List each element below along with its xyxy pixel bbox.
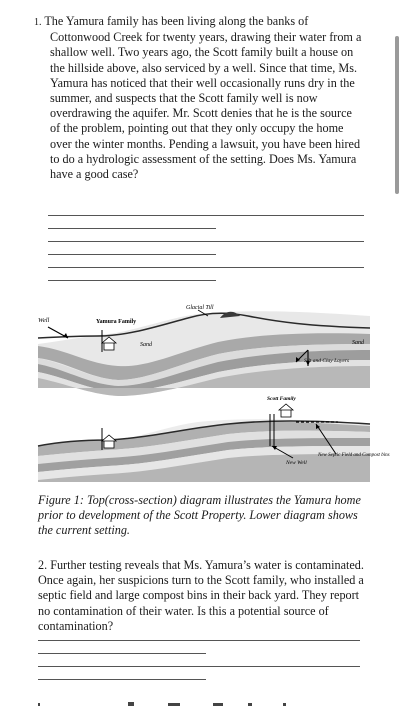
answer-line[interactable]: [38, 653, 206, 654]
figure-caption: Figure 1: Top(cross-section) diagram illustrates the Yamura home prior to development of the Scott Property. Lower diagram shows the current setting.: [38, 493, 361, 538]
question-1-text: The Yamura family has been living along the banks of Cottonwood Creek for twenty years, drawing their water from a shallow well. Two years ago, the Scott family built a house on the hillside above, also serviced by a well. Since that time, Ms. Yamura has noticed that their well occasionally runs dry in the summer, and suspects that the Scott family well is now overdrawing the aquifer. Mr. Scott denies that he is the source of the problem, pointing out that they only occupy the home over the winter months. Pending a lawsuit, you have been hired to do a hydrologic assessment of the setting. Does Ms. Yamura have a good case?: [44, 14, 362, 182]
new-well-label: New Well: [286, 460, 307, 466]
glacial-till-label: Glacial Till: [186, 305, 214, 311]
top-diagram: [38, 305, 370, 396]
new-septic-label: New Septic Field and Compost bins: [318, 453, 390, 458]
next-page-fragment: [38, 693, 368, 700]
answer-line[interactable]: [48, 280, 216, 281]
scrollbar[interactable]: [395, 36, 399, 194]
question-2-number: 2.: [38, 558, 48, 572]
answer-line[interactable]: [38, 640, 360, 641]
answer-line[interactable]: [38, 679, 206, 680]
sand-left-label: Sand: [140, 342, 152, 348]
sand-right-label: Sand: [352, 340, 364, 346]
cross-section-diagram: [38, 292, 390, 484]
question-1: [34, 14, 364, 182]
bottom-diagram: [38, 396, 390, 482]
answer-line[interactable]: [38, 666, 360, 667]
answer-line[interactable]: [48, 241, 364, 242]
answer-line[interactable]: [48, 254, 216, 255]
answer-line[interactable]: [48, 267, 364, 268]
question-2-text: Further testing reveals that Ms. Yamura’s water is contaminated. Once again, her suspicions turn to the Scott family, who installed a septic field and large compost bins in their back yard. They report no contamination of their water. Is this a potential source of contamination?: [38, 558, 364, 633]
cut-off-text-fragment: [38, 699, 368, 706]
cross-section-figure: [38, 292, 390, 484]
question-2: [38, 558, 368, 634]
silt-clay-label: Silt and Clay Layers: [304, 358, 350, 364]
answer-line[interactable]: [48, 228, 216, 229]
answer-lines-q1[interactable]: [48, 215, 364, 281]
answer-lines-q2[interactable]: [38, 640, 360, 680]
yamura-family-label: Yamura Family: [96, 319, 137, 325]
scott-family-label: Scott Family: [267, 396, 296, 402]
well-label: Well: [38, 317, 50, 324]
question-1-number: 1.: [34, 17, 42, 28]
answer-line[interactable]: [48, 215, 364, 216]
